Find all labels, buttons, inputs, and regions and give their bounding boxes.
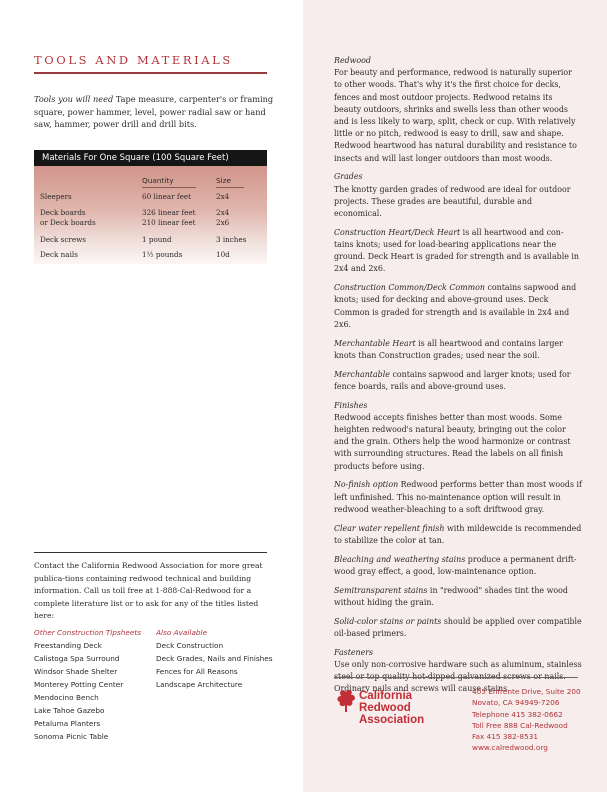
materials-table — [34, 166, 267, 264]
website-link[interactable]: www.calredwood.org — [472, 743, 548, 753]
bleach-paragraph — [334, 554, 582, 578]
row-quantity: 326 linear feet — [142, 208, 196, 217]
section-title: TOOLS AND MATERIALS — [34, 53, 233, 67]
finishes-heading: Finishes — [334, 400, 368, 410]
merch-term: Merchantable — [334, 369, 390, 379]
heart-text: is all heartwood and con-tains knots; used for load-bearing applications near the ground. Deck Heart is graded for strength and is available in 2x4 and 2x6. — [334, 227, 580, 274]
logo-line-1: California — [359, 690, 413, 702]
tools-paragraph — [34, 93, 274, 131]
clear-finish-text: with mildewcide is recommended to stabilize the color at tan. — [334, 523, 582, 545]
row-quantity: 1½ pounds — [142, 250, 183, 259]
list-item: Monterey Potting Center — [34, 680, 124, 689]
tools-label: Tools you will need — [34, 94, 114, 104]
title-rule — [34, 72, 267, 74]
list-item: Fences for All Reasons — [156, 667, 238, 676]
materials-table-header: Materials For One Square (100 Square Feet) — [34, 150, 267, 166]
row-size: 2x4 — [216, 208, 230, 217]
row-item: Deck boards — [40, 208, 86, 217]
row-item: Deck screws — [40, 235, 86, 244]
clear-finish-term: Clear water repellent finish — [334, 523, 445, 533]
col-size-header: Size — [216, 176, 231, 185]
clear-finish-paragraph — [334, 523, 582, 547]
merch-paragraph — [334, 369, 582, 393]
heart-term: Construction Heart/Deck Heart — [334, 227, 461, 237]
list-item: Landscape Architecture — [156, 680, 243, 689]
list-item: Sonoma Picnic Table — [34, 732, 109, 741]
semi-stain-text: in "redwood" shades tint the wood without hiding the grain. — [334, 585, 568, 607]
row-size: 2x4 — [216, 192, 230, 201]
bleach-text: produce a permanent drift-wood gray effect, a good, low-maintenance option. — [334, 554, 577, 576]
redwood-paragraph: For beauty and performance, redwood is naturally superior to other woods. That's why it's the first choice for decks, fences and most outdoor projects. Redwood retains its beauty outdoors, shrinks and swells less than other woods and is less likely to warp, split, check or cup. With relatively little or no pitch, redwood is easy to drill, saw and shape. Redwood heartwood has natural durability and resistance to insects and will last longer outdoors than most woods. — [334, 68, 577, 163]
list-item: Deck Grades, Nails and Finishes — [156, 654, 273, 663]
also-available-heading: Also Available — [156, 628, 208, 637]
address-line: Novato, CA 94949-7206 — [472, 698, 560, 708]
grades-paragraph: The knotty garden grades of redwood are ideal for outdoor projects. These grades are beautiful, durable and economical. — [334, 184, 571, 219]
logo-line-2: Redwood — [359, 702, 411, 714]
row-item: Sleepers — [40, 192, 72, 201]
solid-stain-term: Solid-color stains or paints — [334, 616, 442, 626]
row-item: Deck nails — [40, 250, 78, 259]
logo-line-3: Association — [359, 714, 425, 726]
list-item: Lake Tahoe Gazebo — [34, 706, 105, 715]
merch-text: contains sapwood and larger knots; used for fence boards, rails and above-ground uses. — [334, 369, 571, 391]
fasteners-heading: Fasteners — [334, 647, 374, 657]
merch-heart-term: Merchantable Heart — [334, 338, 416, 348]
heart-paragraph — [334, 227, 582, 276]
col-size-underline — [216, 187, 244, 188]
fax-line: Fax 415 382-8531 — [472, 732, 539, 742]
row-quantity: 1 pound — [142, 235, 172, 244]
common-text: contains sapwood and knots; used for decking and above-ground uses. Deck Common is graded for strength and is available in 2x4 and 2x6. — [334, 283, 577, 329]
tools-text: Tape measure, carpenter's or framing square, power hammer, level, power radial saw or hand saw, hammer, power drill and drill bits. — [34, 94, 274, 129]
no-finish-text: Redwood performs better than most woods if left unfinished. This no-maintenance option will result in redwood weather-bleaching to a soft driftwood gray. — [334, 480, 582, 514]
list-item: Petaluma Planters — [34, 719, 101, 728]
common-paragraph — [334, 282, 582, 331]
contact-text-pre: Contact the California Redwood Association for more great publica-tions containing redwood technical and building information. Call us toll free at — [34, 561, 263, 596]
merch-heart-text: is all heartwood and contains larger knots than Construction grades; used near the soil. — [334, 338, 563, 360]
row-quantity: 210 linear feet — [142, 218, 196, 227]
solid-stain-paragraph — [334, 616, 582, 640]
merch-heart-paragraph — [334, 338, 582, 362]
toll-free-line: Toll Free 888 Cal-Redwood — [472, 720, 568, 730]
no-finish-paragraph — [334, 479, 582, 516]
grades-heading: Grades — [334, 172, 363, 182]
other-tipsheets-list — [34, 626, 141, 743]
fasteners-paragraph: Use only non-corrosive hardware such as aluminum, stainless Ordinary nails and screws will cause stains. — [334, 659, 582, 694]
list-item: Deck Construction — [156, 641, 224, 650]
address-line: 405 Enfrente Drive, Suite 200 — [472, 687, 581, 696]
list-item: Calistoga Spa Surround — [34, 654, 120, 663]
solid-stain-text: should be applied over compatible oil-based primers. — [334, 616, 582, 638]
finishes-paragraph: Redwood accepts finishes better than most woods. Some heighten redwood's natural beauty, bringing out the color and the grain. Others help the wood harmonize or contrast with surrounding structures. Read the labels on all finish products before using. — [334, 412, 571, 471]
no-finish-term: No-finish option — [334, 480, 399, 490]
row-quantity: 60 linear feet — [142, 192, 191, 201]
contact-phone: 1-888-Cal-Redwood — [155, 586, 231, 596]
logo-trunk — [345, 703, 347, 712]
footer-divider — [334, 677, 578, 678]
list-item: Windsor Shade Shelter — [34, 667, 118, 676]
common-term: Construction Common/Deck Common — [334, 283, 485, 293]
col-quantity-underline — [142, 187, 196, 188]
row-size: 10d — [216, 250, 230, 259]
telephone-line: Telephone 415 382-0662 — [472, 709, 563, 719]
right-column-text — [334, 55, 582, 702]
contact-divider — [34, 552, 267, 553]
list-item: Freestanding Deck — [34, 641, 102, 650]
semi-stain-paragraph — [334, 585, 582, 609]
contact-text-post: for a complete literature list or to ask for any of the titles listed here: — [34, 586, 259, 621]
also-available-list — [156, 626, 273, 691]
address-block — [472, 686, 581, 754]
semi-stain-term: Semitransparent stains — [334, 585, 428, 595]
contact-paragraph — [34, 560, 274, 623]
col-quantity-header: Quantity — [142, 176, 174, 185]
row-size: 3 inches — [216, 235, 247, 244]
redwood-heading: Redwood — [334, 56, 371, 65]
bleach-term: Bleaching and weathering stains — [334, 554, 466, 564]
row-size: 2x6 — [216, 218, 230, 227]
row-item: or Deck boards — [40, 218, 96, 227]
list-item: Mendocino Bench — [34, 693, 99, 702]
other-tipsheets-heading: Other Construction Tipsheets — [34, 628, 142, 637]
cra-logo — [335, 687, 465, 727]
